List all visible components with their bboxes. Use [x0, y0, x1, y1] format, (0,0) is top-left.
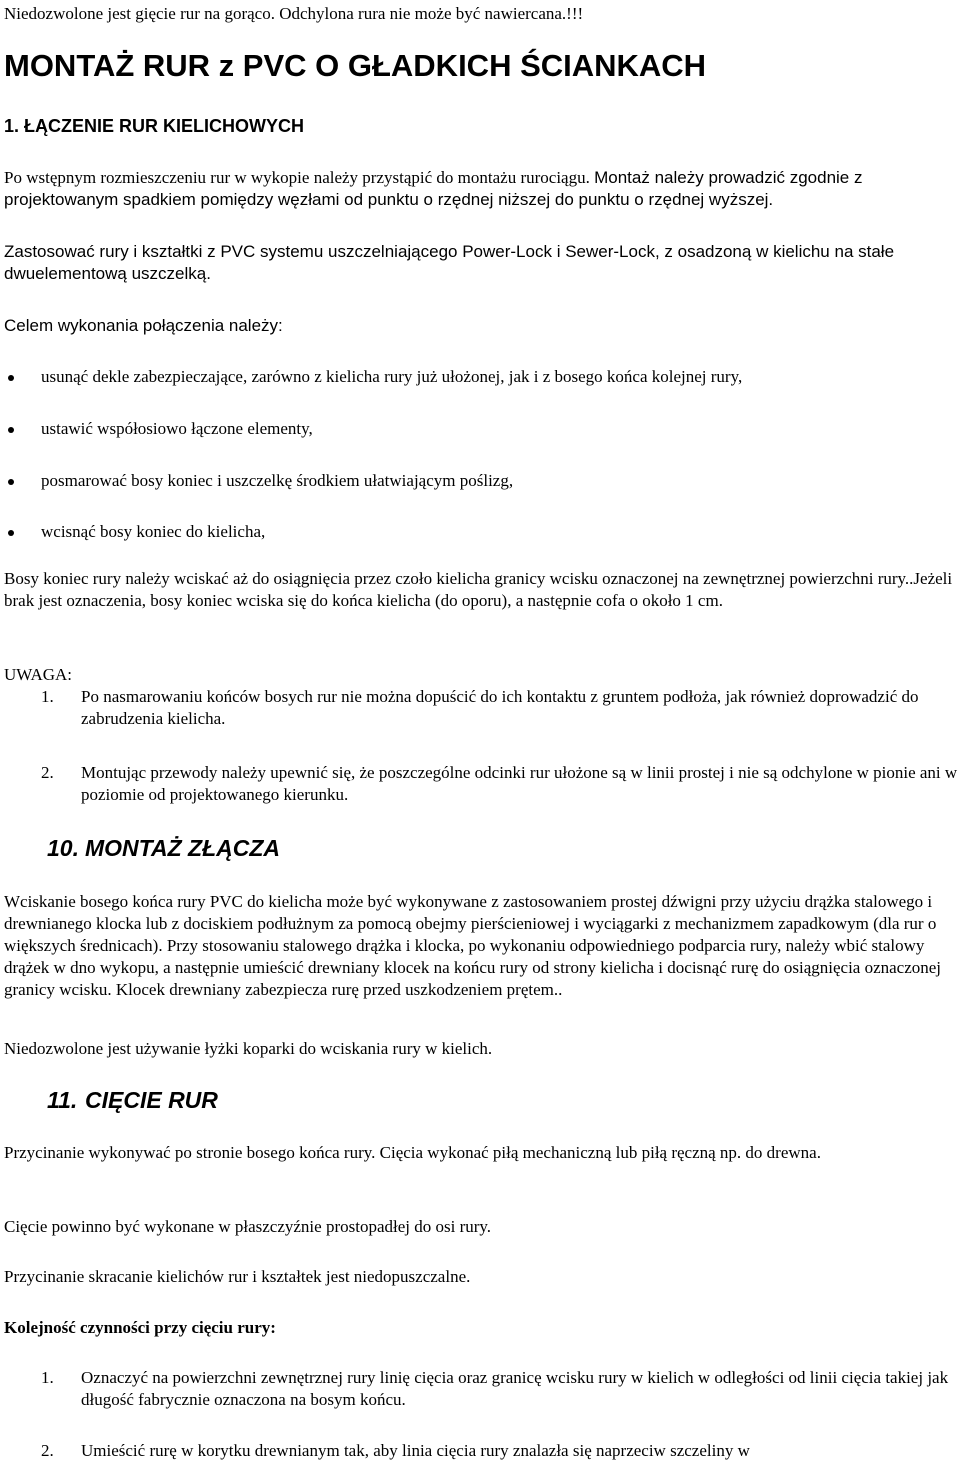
- section-10-paragraph: Wciskanie bosego końca rury PVC do kielicha może być wykonywane z zastosowaniem prostej dźwigni przy użyciu drążka stalowego i drewnianego klocka lub z dociskiem podłużnym za pomocą obejmy pierścieniowej i wyciągarki z mechanizmem zapadkowym (dla rur o większych średnicach). Przy stosowaniu stalowego drążka i klocka, po wykonaniu odpowiedniego podparcia rury, należy wbić stalowy drążek w dno wykopu, a następnie umieścić drewniany klocek na końcu rury od strony kielicha i docisnąć rurę do osiągnięcia oznaczonej granicy wcisku. Klocek drewniany zabezpiecza rurę przed uszkodzeniem prętem..: [4, 892, 942, 999]
- section-11-paragraph-2: Cięcie powinno być wykonane w płaszczyźnie prostopadłej do osi rury.: [4, 1217, 492, 1236]
- section-11-paragraph-1: Przycinanie wykonywać po stronie bosego końca rury. Cięcia wykonać piłą mechaniczną lub piłą ręczną np. do drewna.: [4, 1143, 821, 1162]
- section-1-paragraph-1: [4, 167, 958, 211]
- step-number: 2.: [41, 1441, 54, 1460]
- cutting-order-heading-text: Kolejność czynności przy cięciu rury:: [4, 1318, 276, 1337]
- warning-number: 2.: [41, 763, 54, 782]
- section-1-lead: Celem wykonania połączenia należy:: [4, 316, 283, 335]
- section-11-paragraph-3: Przycinanie skracanie kielichów rur i kształtek jest niedopuszczalne.: [4, 1267, 471, 1286]
- section-1-heading: 1. ŁĄCZENIE RUR KIELICHOWYCH: [4, 116, 305, 136]
- paragraph-1-sentence-a: Po wstępnym rozmieszczeniu rur w wykopie należy przystąpić do montażu rurociągu.: [4, 168, 590, 187]
- section-10-number: 10.: [47, 835, 79, 861]
- section-11-title: CIĘCIE RUR: [85, 1087, 218, 1113]
- top-note: Niedozwolone jest gięcie rur na gorąco. Odchylona rura nie może być nawiercana.!!!: [4, 4, 584, 23]
- page-title: MONTAŻ RUR z PVC O GŁADKICH ŚCIANKACH: [4, 48, 707, 83]
- warning-text: Po nasmarowaniu końców bosych rur nie można dopuścić do ich kontaktu z gruntem podłoża, jak również doprowadzić do zabrudzenia kielicha.: [81, 687, 919, 728]
- paragraph-1-sentence-b: Montaż należy prowadzić zgodnie z projektowanym spadkiem pomiędzy węzłami od punktu o rzędnej niższej do punktu o rzędnej wyższej.: [4, 168, 863, 209]
- cutting-order-heading: [4, 1317, 958, 1339]
- bullet-dot-icon: [8, 375, 14, 381]
- step-text: Umieścić rurę w korytku drewnianym tak, aby linia cięcia rury znalazła się naprzeciw szczeliny w: [81, 1441, 750, 1460]
- section-10-title: MONTAŻ ZŁĄCZA: [85, 835, 281, 861]
- bullet-text: usunąć dekle zabezpieczające, zarówno z kielicha rury już ułożonej, jak i z bosego końca kolejnej rury,: [41, 367, 743, 386]
- section-11-number: 11.: [47, 1087, 78, 1113]
- bullet-text: ustawić współosiowo łączone elementy,: [41, 419, 313, 438]
- bullet-text: posmarować bosy koniec i uszczelkę środkiem ułatwiającym poślizg,: [41, 471, 514, 490]
- warning-number: 1.: [41, 687, 54, 706]
- step-text: Oznaczyć na powierzchni zewnętrznej rury linię cięcia oraz granicę wcisku rury w kielich w odległości od linii cięcia takiej jak długość fabrycznie oznaczona na bosym końcu.: [81, 1368, 949, 1409]
- bullet-dot-icon: [8, 427, 14, 433]
- bullet-dot-icon: [8, 479, 14, 485]
- section-1-paragraph-3: Bosy koniec rury należy wciskać aż do osiągnięcia przez czoło kielicha granicy wcisku oznaczonej na zewnętrznej powierzchni rury..Jeżeli brak jest oznaczenia, bosy koniec wciska się do końca kielicha (do oporu), a następnie cofa o około 1 cm.: [4, 569, 953, 610]
- warning-text: Montując przewody należy upewnić się, że poszczególne odcinki rur ułożone są w linii prostej i nie są odchylone w pionie ani w poziomie od projektowanego kierunku.: [81, 763, 958, 804]
- section-11-heading: [47, 1086, 218, 1114]
- bullet-dot-icon: [8, 530, 14, 536]
- warning-label: UWAGA:: [4, 665, 72, 684]
- section-10-note: Niedozwolone jest używanie łyżki koparki do wciskania rury w kielich.: [4, 1039, 493, 1058]
- bullet-text: wcisnąć bosy koniec do kielicha,: [41, 522, 266, 541]
- section-1-paragraph-2: Zastosować rury i kształtki z PVC systemu uszczelniającego Power-Lock i Sewer-Lock, z osadzoną w kielichu na stałe dwuelementową uszczelką.: [4, 242, 895, 283]
- section-10-heading: [47, 834, 280, 862]
- step-number: 1.: [41, 1368, 54, 1387]
